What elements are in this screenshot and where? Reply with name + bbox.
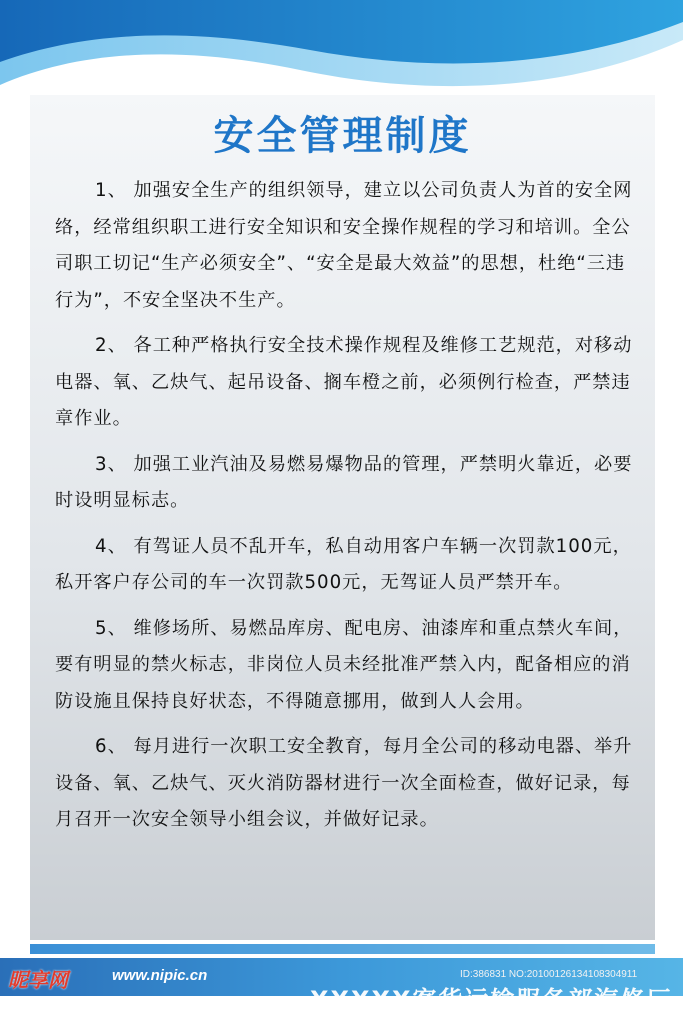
regulation-content [55, 173, 640, 848]
bottom-divider-bar [30, 944, 655, 954]
company-name: XXXXX客货运输服务部汽修厂 [310, 986, 673, 1014]
footer-banner [0, 958, 683, 1014]
watermark-url: www.nipic.cn [112, 967, 208, 984]
top-wave-decoration [0, 0, 683, 110]
watermark-brand: 昵享网 [8, 968, 68, 992]
regulation-item-1: 1、 加强安全生产的组织领导，建立以公司负责人为首的安全网络，经常组织职工进行安全知识和安全操作规程的学习和培训。全公司职工切记“生产必须安全”、“安全是最大效益”的思想，杜绝“三违行为”，不安全坚决不生产。 [55, 180, 633, 311]
regulation-item-5: 5、 维修场所、易燃品库房、配电房、油漆库和重点禁火车间，要有明显的禁火标志，非岗位人员未经批准严禁入内，配备相应的消防设施且保持良好状态，不得随意挪用，做到人人会用。 [55, 617, 633, 712]
regulation-item-2: 2、 各工种严格执行安全技术操作规程及维修工艺规范，对移动电器、氧、乙炔气、起吊设备、搁车橙之前，必须例行检查，严禁违章作业。 [55, 335, 633, 429]
regulation-item-6: 6、 每月进行一次职工安全教育，每月全公司的移动电器、举升设备、氧、乙炔气、灭火消防器材进行一次全面检查，做好记录，每月召开一次安全领导小组会议，并做好记录。 [55, 736, 633, 830]
page-title: 安全管理制度 [213, 113, 472, 159]
image-id-label: ID:386831 NO:20100126134108304911 [460, 969, 638, 980]
regulation-item-4: 4、 有驾证人员不乱开车，私自动用客户车辆一次罚款100元，私开客户存公司的车一次罚款500元，无驾证人员严禁开车。 [55, 535, 632, 593]
regulation-item-3: 3、 加强工业汽油及易燃易爆物品的管理，严禁明火靠近，必要时设明显标志。 [55, 453, 633, 511]
